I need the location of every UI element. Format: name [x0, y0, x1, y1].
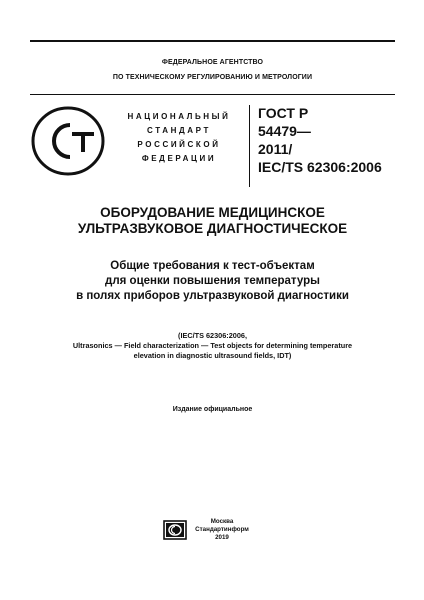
international-line: (IEC/TS 62306:2006, [178, 331, 247, 340]
national-standard-label [118, 110, 240, 166]
designation-line: 54479— [258, 123, 311, 139]
gost-r-emblem-icon [30, 105, 106, 177]
publisher-name: Стандартинформ [195, 526, 249, 533]
main-title [30, 205, 395, 237]
publication-year: 2019 [215, 534, 229, 541]
national-standard-line: ФЕДЕРАЦИИ [141, 154, 217, 163]
international-line: elevation in diagnostic ultrasound fields, IDT) [133, 351, 292, 360]
subtitle-line: Общие требования к тест-объектам [110, 260, 315, 272]
national-standard-line: РОССИЙСКОЙ [137, 140, 221, 149]
header-rule [30, 94, 395, 95]
international-line: Ultrasonics — Field characterization — Test objects for determining temperature [72, 341, 353, 350]
international-reference [20, 331, 405, 361]
agency-line-1: ФЕДЕРАЛЬНОЕ АГЕНТСТВО [161, 59, 264, 66]
main-title-line: ОБОРУДОВАНИЕ МЕДИЦИНСКОЕ [100, 205, 325, 220]
vertical-divider [249, 105, 250, 187]
subtitle-line: в полях приборов ультразвуковой диагностики [76, 290, 349, 302]
main-title-line: УЛЬТРАЗВУКОВОЕ ДИАГНОСТИЧЕСКОЕ [77, 221, 348, 236]
national-standard-line: НАЦИОНАЛЬНЫЙ [127, 112, 231, 121]
standard-designation [258, 104, 398, 176]
national-standard-line: СТАНДАРТ [147, 126, 211, 135]
designation-line: IEC/TS 62306:2006 [258, 159, 382, 175]
designation-line: 2011/ [258, 141, 293, 157]
designation-line: ГОСТ Р [258, 105, 309, 121]
publisher-city: Москва [210, 518, 234, 525]
subtitle [30, 259, 395, 304]
agency-line-2: ПО ТЕХНИЧЕСКОМУ РЕГУЛИРОВАНИЮ И МЕТРОЛОГИИ [112, 74, 313, 81]
standartinform-logo-icon [163, 520, 187, 540]
top-rule [30, 40, 395, 42]
edition-label: Издание официальное [172, 406, 253, 413]
subtitle-line: для оценки повышения температуры [105, 275, 320, 287]
publisher-block [192, 518, 252, 542]
